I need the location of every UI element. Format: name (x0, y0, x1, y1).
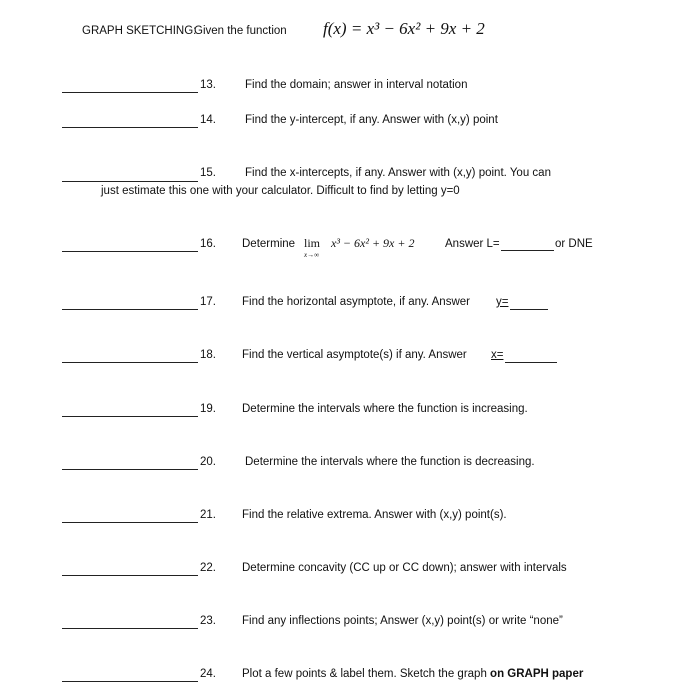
question-number: 16. (200, 238, 216, 250)
horizontal-asymptote-blank[interactable] (510, 309, 548, 310)
answer-blank-22[interactable] (62, 575, 198, 576)
question-text (242, 668, 583, 680)
given-label: Given the function (194, 25, 287, 37)
question-number: 22. (200, 562, 216, 574)
answer-blank-23[interactable] (62, 628, 198, 629)
question-text: Determine (242, 238, 296, 250)
limit-answer-blank[interactable] (501, 250, 554, 251)
answer-blank-14[interactable] (62, 127, 198, 128)
answer-blank-13[interactable] (62, 92, 198, 93)
answer-blank-20[interactable] (62, 469, 198, 470)
vertical-asymptote-blank[interactable] (505, 362, 557, 363)
question-text: Find the horizontal asymptote, if any. Answer (242, 296, 470, 308)
answer-blank-21[interactable] (62, 522, 198, 523)
limit-operator: lim (304, 236, 321, 250)
dne-label: or DNE (555, 238, 593, 250)
answer-blank-16[interactable] (62, 251, 198, 252)
answer-blank-15[interactable] (62, 181, 198, 182)
question-number: 17. (200, 296, 216, 308)
horizontal-asymptote-answer-label: y= (496, 296, 509, 308)
question-text: Find the y-intercept, if any. Answer with (x,y) point (245, 114, 498, 126)
question-text: Find any inflections points; Answer (x,y) point(s) or write “none” (242, 615, 563, 627)
answer-blank-24[interactable] (62, 681, 198, 682)
question-text: Find the domain; answer in interval notation (245, 79, 468, 91)
question-text: Determine the intervals where the function is decreasing. (245, 456, 535, 468)
answer-blank-18[interactable] (62, 362, 198, 363)
question-number: 15. (200, 167, 216, 179)
question-number: 21. (200, 509, 216, 521)
question-text-continued: just estimate this one with your calculator. Difficult to find by letting y=0 (101, 185, 460, 197)
question-text: Find the vertical asymptote(s) if any. Answer (242, 349, 467, 361)
question-number: 24. (200, 668, 216, 680)
question-number: 14. (200, 114, 216, 126)
question-text-bold: on GRAPH paper (490, 668, 584, 680)
question-number: 13. (200, 79, 216, 91)
limit-subscript: x→∞ (304, 251, 320, 259)
worksheet-heading: GRAPH SKETCHING: (82, 25, 197, 37)
limit-expression: x³ − 6x² + 9x + 2 (331, 236, 415, 250)
question-text: Find the x-intercepts, if any. Answer with (x,y) point. You can (245, 167, 551, 179)
limit-answer-label: Answer L= (445, 238, 500, 250)
answer-blank-17[interactable] (62, 309, 198, 310)
function-expression: f(x) = x³ − 6x² + 9x + 2 (323, 19, 485, 38)
question-number: 19. (200, 403, 216, 415)
question-text: Determine concavity (CC up or CC down); answer with intervals (242, 562, 567, 574)
question-text: Determine the intervals where the function is increasing. (242, 403, 528, 415)
question-text-main: Plot a few points & label them. Sketch the graph (242, 668, 487, 680)
question-text: Find the relative extrema. Answer with (x,y) point(s). (242, 509, 507, 521)
answer-blank-19[interactable] (62, 416, 198, 417)
question-number: 20. (200, 456, 216, 468)
vertical-asymptote-answer-label: x= (491, 349, 504, 361)
question-number: 23. (200, 615, 216, 627)
question-number: 18. (200, 349, 216, 361)
